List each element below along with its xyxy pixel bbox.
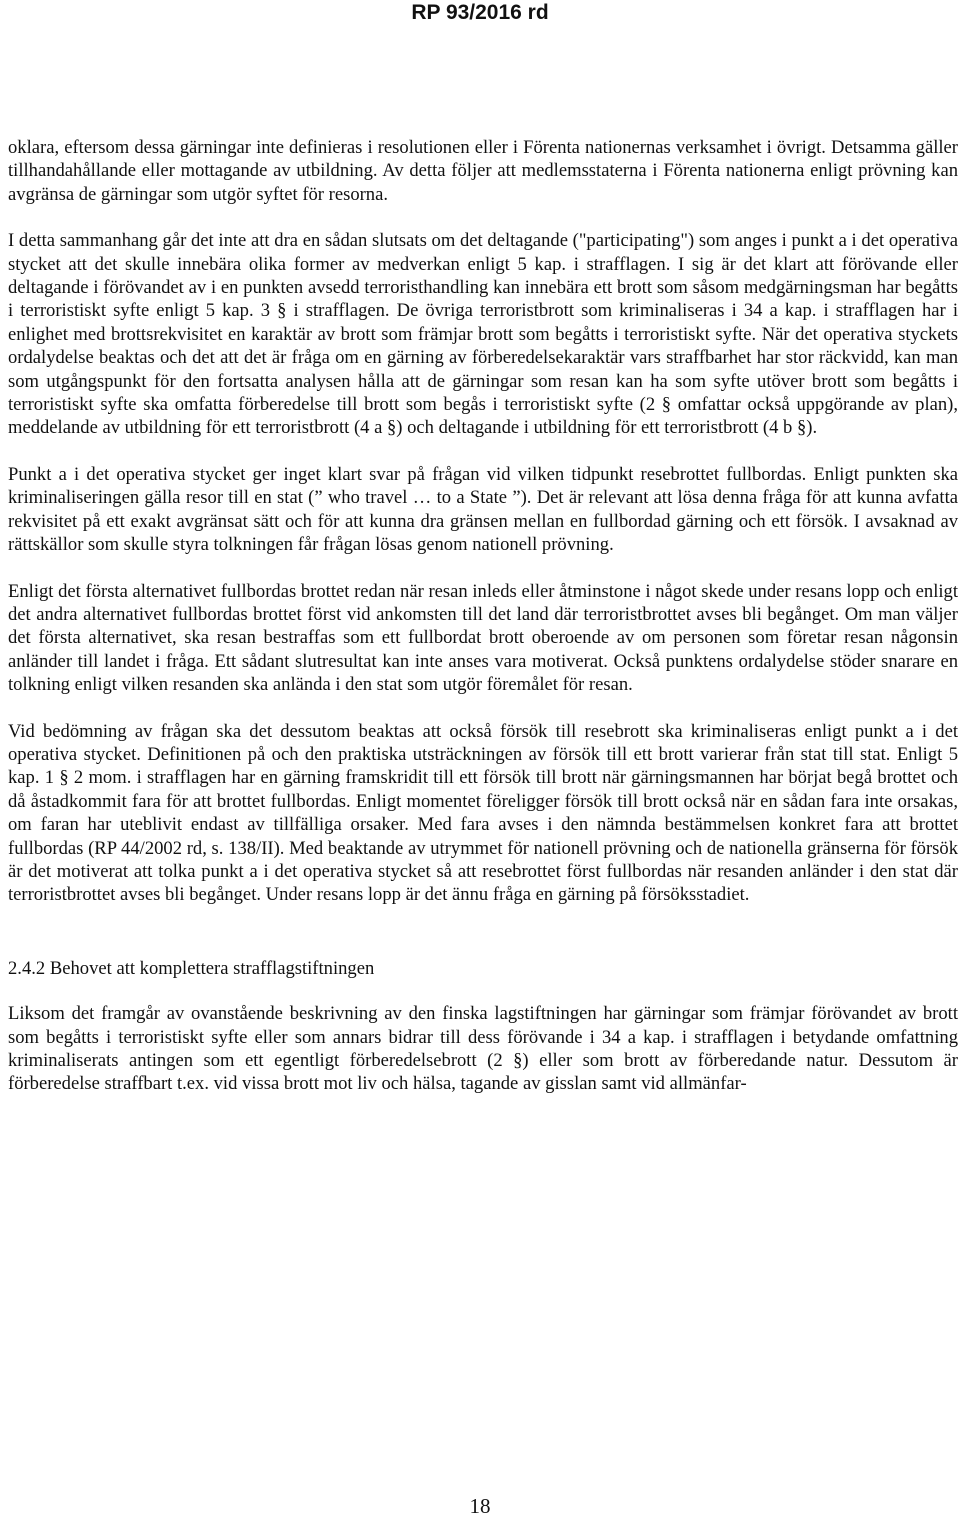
body-paragraph-2: I detta sammanhang går det inte att dra en sådan slutsats om det deltagande ("participating") som anges i punkt a i det operativa stycket att det skulle innebära olika former av medverkan enligt 5 kap. i strafflagen. I sig är det klart att förövande eller deltagande i förövandet av i en punkten avsedd terroristhandling kan innebära ett brott som såsom medgärningsman har begåtts i terroristiskt syfte enligt 5 kap. 3 § i strafflagen. De övriga terroristbrott som kriminaliseras i 34 a kap. i strafflagen har i enlighet med brottsrekvisitet en karaktär av brott som främjar brott som begåtts i terroristiskt syfte. När det operativa styckets ordalydelse beaktas och det att det är fråga om en gärning av förberedelsekaraktär vars straffbarhet har stor räckvidd, kan man som utgångspunkt för den fortsatta analysen hålla att de gärningar som resan kan ha som syfte utöver brott som begåtts i terroristiskt syfte ska omfatta förberedelse till brott som begås i terroristiskt syfte (2 § omfattar också uppgörande av plan), meddelande av utbildning för ett terroristbrott (4 a §) och deltagande i utbildning för ett terroristbrott (4 b §). [8,230,958,439]
document-id: RP 93/2016 rd [411,1,549,24]
body-paragraph-3: Punkt a i det operativa stycket ger inget klart svar på frågan vid vilken tidpunkt resebrottet fullbordas. Enligt punkten ska kriminaliseringen gälla resor till en stat (” who travel … to a State ”). Det är relevant att lösa denna fråga för att kunna avfatta rekvisitet på ett exakt avgränsat sätt och för att kunna dra gränsen mellan en fullbordad gärning och ett försök. I avsaknad av rättskällor som skulle styra tolkningen får frågan lösas genom nationell prövning. [8,463,958,556]
body-paragraph-4: Enligt det första alternativet fullbordas brottet redan när resan inleds eller åtminstone i något skede under resans lopp och enligt det andra alternativet fullbordas brottet först vid ankomsten till det land där terroristbrottet avses bli begånget. Om man väljer det första alternativet, ska resan bestraffas som ett fullbordat brott oberoende av om personen som företar resan någonsin anländer till landet i fråga. Ett sådant slutresultat kan inte anses vara motiverat. Också punktens ordalydelse stöder snarare en tolkning enligt vilken resanden ska anlända i den stat som utgör föremålet för resan. [8,580,958,696]
body-paragraph-final: Liksom det framgår av ovanstående beskrivning av den finska lagstiftningen har gärningar som främjar förövandet av brott som begåtts i terroristiskt syfte eller som annars bidrar till dess förövande i 34 a kap. i strafflagen i betydande omfattning kriminaliserats antingen som ett egentligt förberedelsebrott (2 §) eller som brott av förberedande natur. Dessutom är förberedelse straffbart t.ex. vid vissa brott mot liv och hälsa, tagande av gisslan samt vid allmänfar- [8,1003,958,1095]
page-number: 18 [469,1494,491,1518]
body-paragraph-1: oklara, eftersom dessa gärningar inte definieras i resolutionen eller i Förenta nationernas verksamhet i övrigt. Detsamma gäller tillhandahållande eller mottagande av utbildning. Av detta följer att medlemsstaterna i Förenta nationerna enligt prövning kan avgränsa de gärningar som utgör syftet för resorna. [8,137,958,205]
document-header [0,0,960,30]
body-paragraph-5: Vid bedömning av frågan ska det dessutom beaktas att också försök till resebrott ska kriminaliseras enligt punkt a i det operativa stycket. Definitionen på och den praktiska utsträckningen av försök till ett brott varierar från stat till stat. Enligt 5 kap. 1 § 2 mom. i strafflagen har en gärning framskridit till ett försök till brott när gärningsmannen har börjat begå brottet och då åstadkommit fara för att brottet fullbordas. Enligt momentet föreligger försök till brott också när en sådan fara inte orsakas, om faran har uteblivit endast av tillfälliga orsaker. Med fara avses i den nämnda bestämmelsen konkret fara att brottet fullbordas (RP 44/2002 rd, s. 138/II). Med beaktande av utrymmet för nationell prövning och de nationella gränserna för försök är det motiverat att tolka punkt a i det operativa stycket så att resebrottet först fullbordas när resanden anländer i den stat där terroristbrottet avses bli begånget. Under resans lopp är det ännu fråga en gärning på försöksstadiet. [8,720,958,906]
document-body [8,136,958,1119]
section-heading: 2.4.2 Behovet att komplettera strafflagstiftningen [8,957,375,979]
